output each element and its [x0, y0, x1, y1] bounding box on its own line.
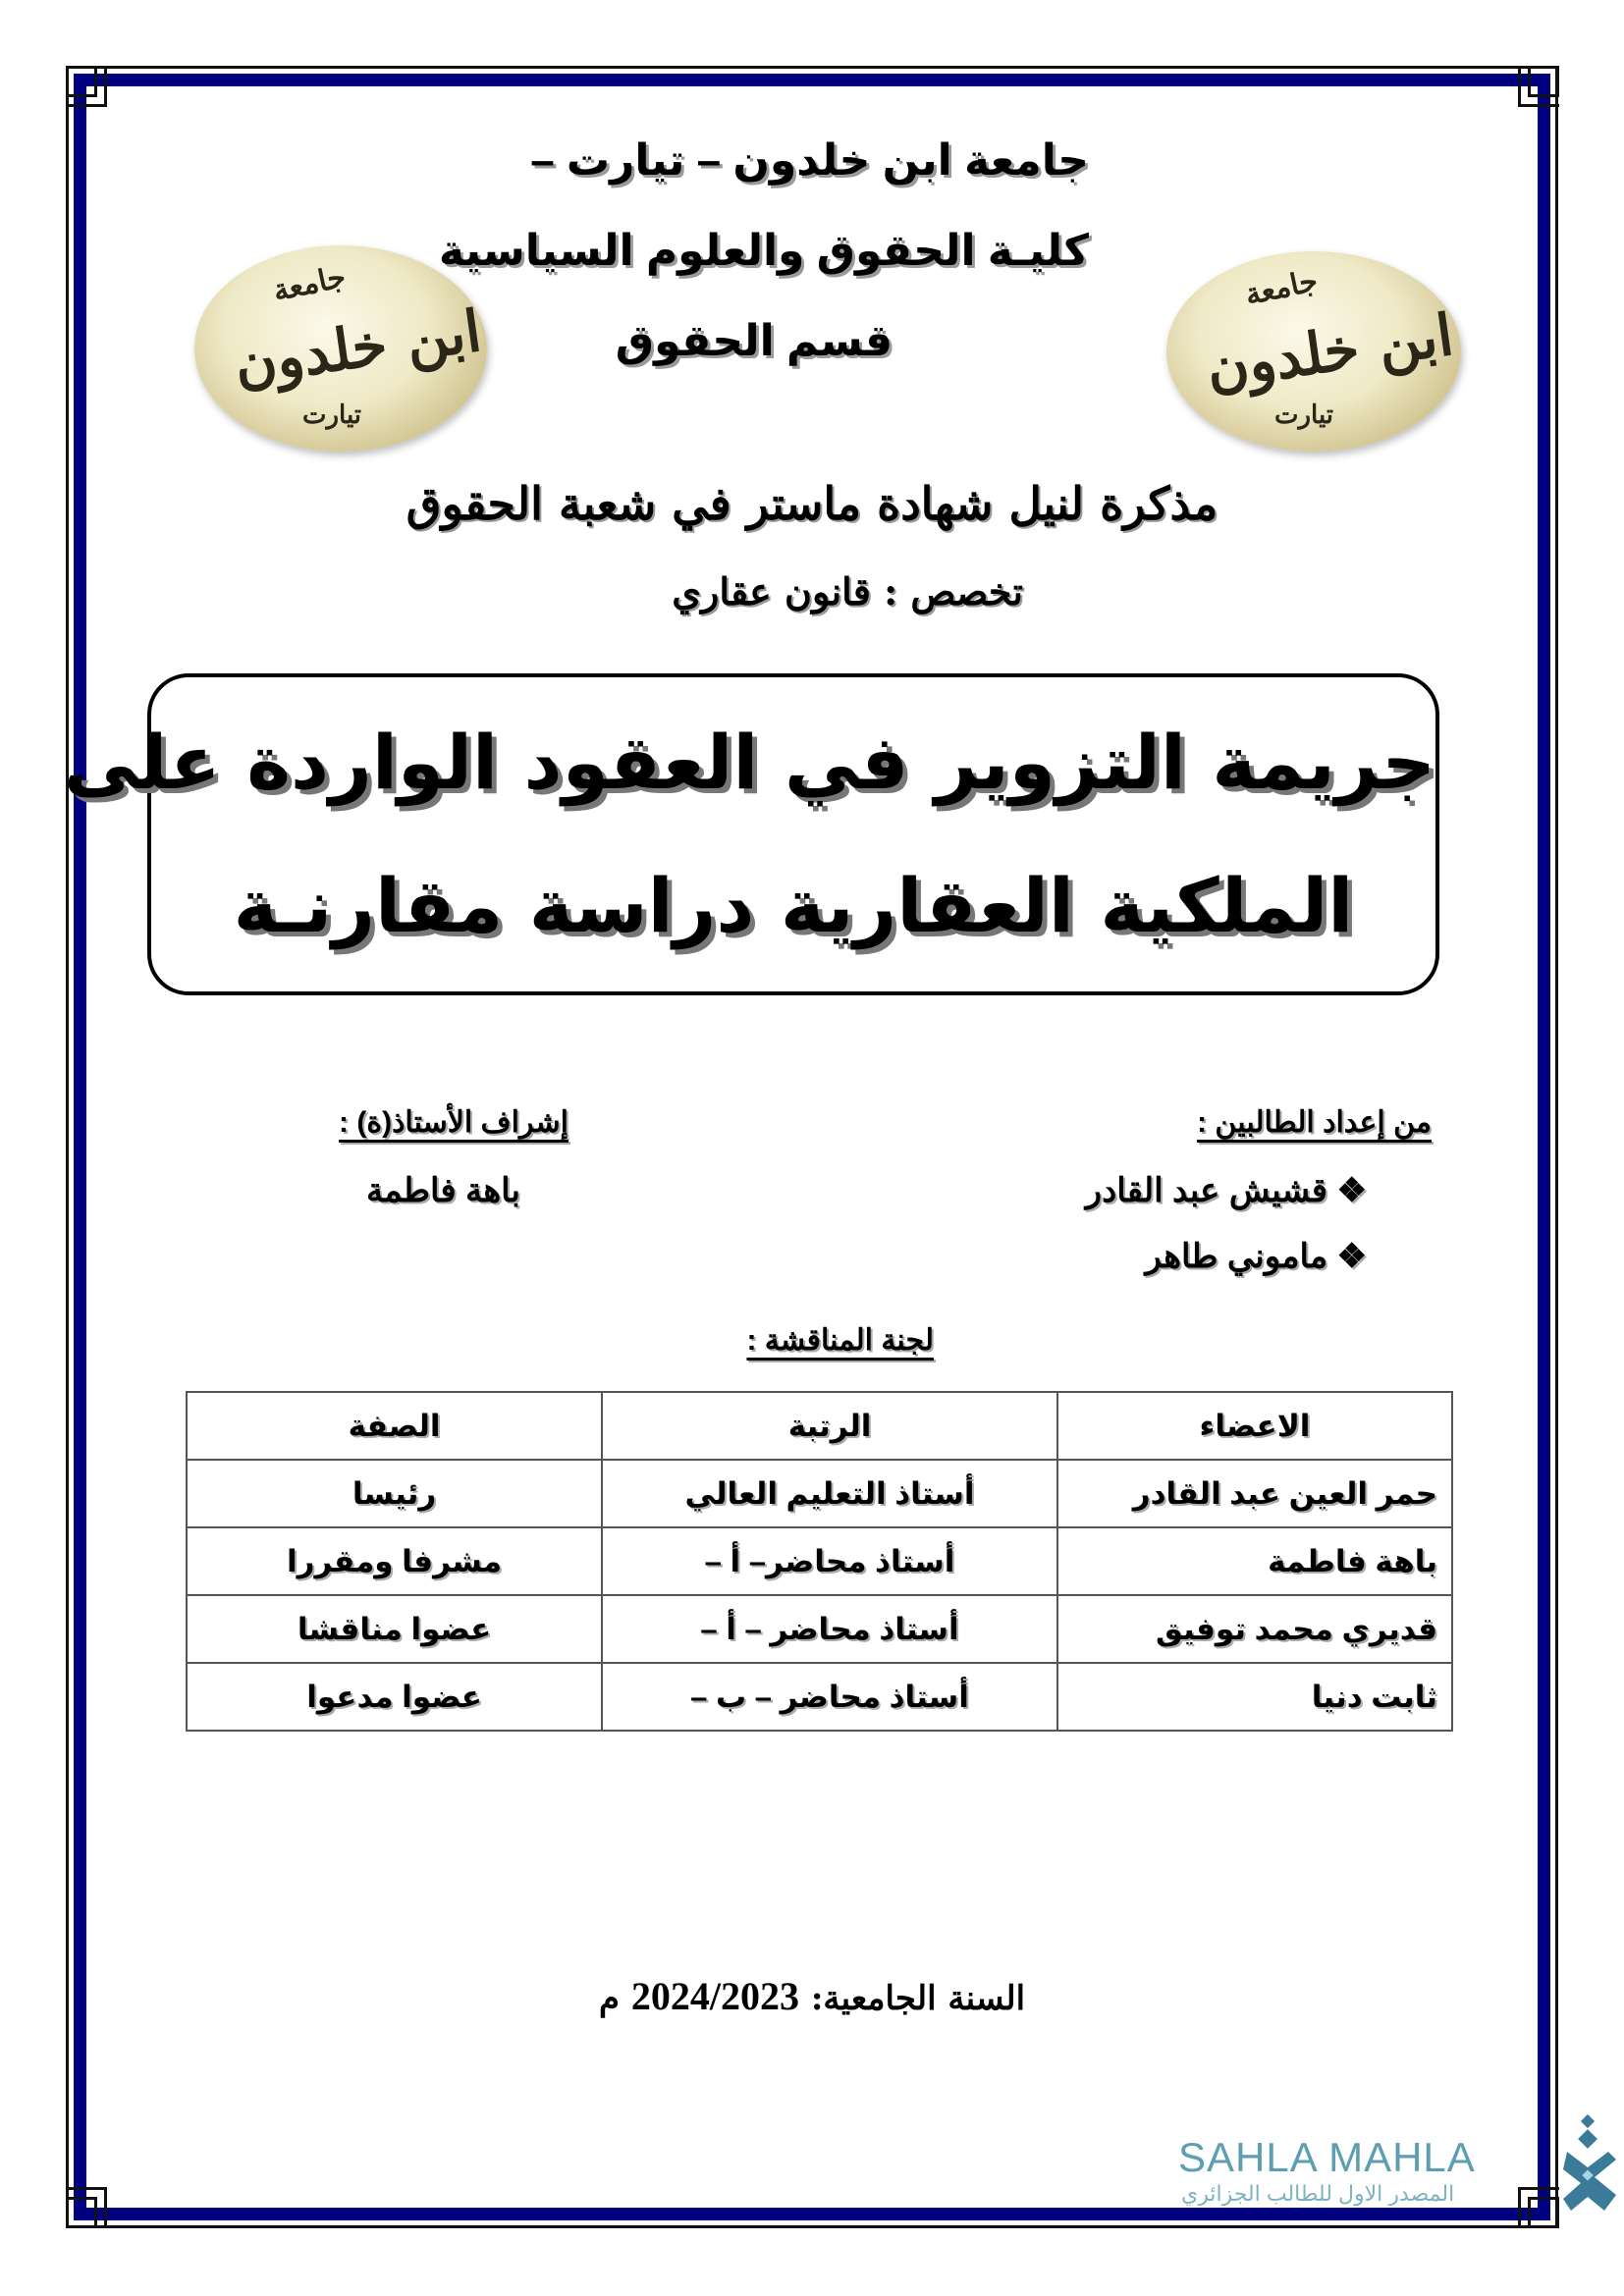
student-item [1145, 1237, 1367, 1276]
member-rank: أستاذ محاضر – أ – [602, 1595, 1057, 1663]
academic-year-suffix: م [598, 1979, 620, 2018]
member-name: قديري محمد توفيق [1057, 1595, 1452, 1663]
member-name: ثابت دنيا [1057, 1663, 1452, 1731]
logo-text-top: جامعة [270, 259, 350, 309]
supervisor-label: إشراف الأستاذ(ة) : [339, 1106, 568, 1139]
logo-text-main: ابن خلدون [1202, 300, 1458, 402]
member-name: حمر العين عبد القادر [1057, 1460, 1452, 1527]
member-name: باهة فاطمة [1057, 1527, 1452, 1595]
table-row [187, 1595, 1452, 1663]
student-name: ماموني طاهر [1145, 1238, 1328, 1275]
table-row [187, 1460, 1452, 1527]
thesis-title-line-1: جريمة التزوير في العقود الواردة على [63, 719, 1435, 806]
column-header-members: الاعضاء [1057, 1392, 1452, 1460]
student-item [1086, 1171, 1367, 1210]
thesis-title-box [63, 673, 1439, 995]
member-role: عضوا مدعوا [187, 1663, 602, 1731]
member-rank: أستاذ محاضر – ب – [602, 1663, 1057, 1731]
logo-text-bottom: تيارت [1274, 400, 1334, 430]
corner-ornament-bottom-left-2 [66, 2187, 107, 2228]
corner-ornament-top-left-2 [66, 66, 107, 107]
academic-year [0, 1973, 1624, 2019]
table-row [187, 1527, 1452, 1595]
specialty-line [672, 569, 1023, 614]
specialty-value: قانون عقاري [672, 569, 871, 614]
academic-year-label: السنة الجامعية: [810, 1979, 1026, 2018]
faculty-name: كليـة الحقوق والعلوم السياسية [438, 227, 1089, 275]
university-logo-right [1166, 251, 1461, 452]
thesis-title-line-2: الملكية العقارية دراسة مقارنـة [233, 862, 1354, 949]
member-rank: أستاذ محاضر– أ – [602, 1527, 1057, 1595]
table-header-row [187, 1392, 1452, 1460]
member-role: مشرفا ومقررا [187, 1527, 602, 1595]
member-role: عضوا مناقشا [187, 1595, 602, 1663]
logo-text-top: جامعة [1242, 263, 1322, 313]
diamond-bullet-icon: ❖ [1336, 1238, 1367, 1275]
sahla-mahla-logo-icon [1561, 2109, 1624, 2216]
student-name: قشيش عبد القادر [1085, 1172, 1328, 1209]
diamond-bullet-icon: ❖ [1336, 1172, 1367, 1209]
watermark-tagline: المصدر الاول للطالب الجزائري [1181, 2181, 1455, 2206]
member-role: رئيسا [187, 1460, 602, 1527]
university-logo-left [194, 245, 487, 452]
table-row [187, 1663, 1452, 1731]
corner-ornament-bottom-right-2 [1518, 2187, 1559, 2228]
corner-ornament-top-right-2 [1518, 66, 1559, 107]
column-header-role: الصفة [187, 1392, 602, 1460]
column-header-rank: الرتبة [602, 1392, 1057, 1460]
department-name: قسم الحقوق [615, 317, 893, 365]
academic-year-value: 2024/2023 [630, 1974, 799, 2018]
specialty-label: تخصص : [884, 569, 1023, 614]
university-name: جامعة ابن خلدون – تيارت – [530, 136, 1089, 185]
logo-text-main: ابن خلدون [230, 296, 486, 399]
member-rank: أستاذ التعليم العالي [602, 1460, 1057, 1527]
committee-table [186, 1391, 1453, 1732]
logo-text-bottom: تيارت [302, 400, 362, 430]
supervisor-name: باهة فاطمة [366, 1172, 520, 1209]
watermark-brand: SAHLA MAHLA [1178, 2134, 1476, 2180]
degree-statement: مذكرة لنيل شهادة ماستر في شعبة الحقوق [406, 477, 1218, 530]
committee-label: لجنة المناقشة : [746, 1324, 934, 1357]
students-label: من إعداد الطالبين : [1197, 1106, 1432, 1139]
